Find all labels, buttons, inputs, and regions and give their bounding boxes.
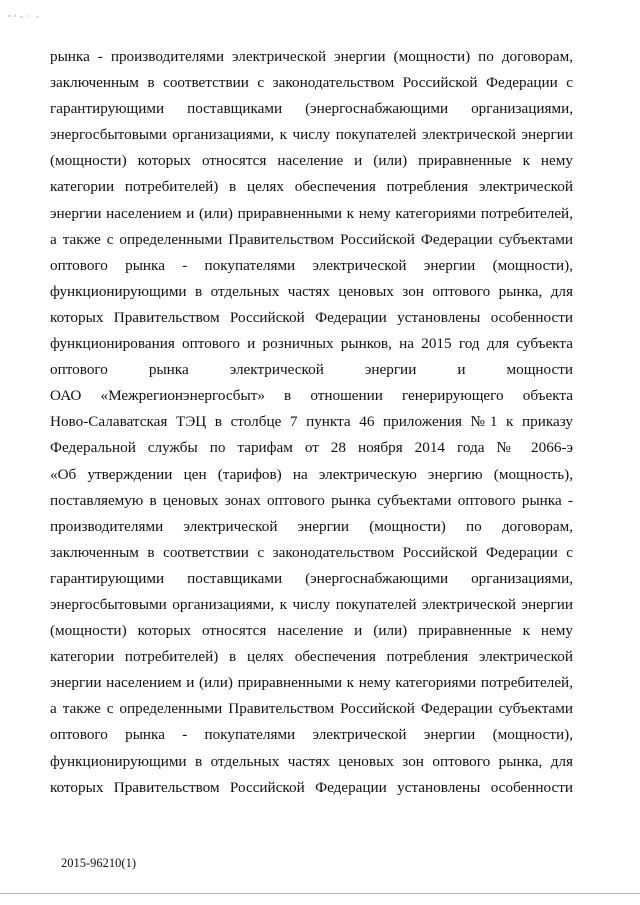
text-line: (мощности) которых относятся население и (или) приравненные к нему bbox=[50, 152, 573, 170]
text-line: заключенным в соответствии с законодательством Российской Федерации с bbox=[50, 543, 573, 561]
text-line: которых Правительством Российской Федерации установлены особенности bbox=[50, 778, 573, 796]
scan-artifact-mark bbox=[8, 12, 44, 20]
page-bottom-edge bbox=[0, 893, 640, 894]
text-line: которых Правительством Российской Федерации установлены особенности bbox=[50, 308, 573, 326]
text-line: Федеральной службы по тарифам от 28 ноября 2014 года № 2066-э bbox=[50, 439, 573, 457]
text-line: категории потребителей) в целях обеспечения потребления электрической bbox=[50, 648, 573, 666]
text-line: энергосбытовыми организациями, к числу покупателей электрической энергии bbox=[50, 126, 573, 144]
text-line: энергосбытовыми организациями, к числу покупателей электрической энергии bbox=[50, 595, 573, 613]
text-line: функционирующими в отдельных частях ценовых зон оптового рынка, для bbox=[50, 282, 573, 300]
text-line: оптового рынка - покупателями электрической энергии (мощности), bbox=[50, 726, 573, 744]
text-line: категории потребителей) в целях обеспечения потребления электрической bbox=[50, 178, 573, 196]
text-line: оптового рынка - покупателями электрической энергии (мощности), bbox=[50, 256, 573, 274]
text-line: рынка - производителями электрической энергии (мощности) по договорам, bbox=[50, 48, 573, 65]
text-line: а также с определенными Правительством Российской Федерации субъектами bbox=[50, 230, 573, 248]
text-line: заключенным в соответствии с законодательством Российской Федерации с bbox=[50, 74, 573, 92]
text-line: энергии населением и (или) приравненными к нему категориями потребителей, bbox=[50, 674, 573, 692]
text-line: гарантирующими поставщиками (энергоснабжающими организациями, bbox=[50, 569, 573, 587]
text-line: поставляемую в ценовых зонах оптового рынка субъектами оптового рынка - bbox=[50, 491, 573, 509]
text-line: функционирующими в отдельных частях ценовых зон оптового рынка, для bbox=[50, 752, 573, 770]
text-line: гарантирующими поставщиками (энергоснабжающими организациями, bbox=[50, 100, 573, 118]
text-line: производителями электрической энергии (мощности) по договорам, bbox=[50, 517, 573, 535]
text-line: ОАО «Межрегионэнергосбыт» в отношении генерирующего объекта bbox=[50, 387, 573, 405]
text-line: Ново-Салаватская ТЭЦ в столбце 7 пункта 46 приложения №1 к приказу bbox=[50, 413, 573, 431]
text-line: (мощности) которых относятся население и (или) приравненные к нему bbox=[50, 622, 573, 640]
text-line: функционирования оптового и розничных рынков, на 2015 год для субъекта bbox=[50, 335, 573, 353]
document-number: 2015-96210(1) bbox=[61, 856, 136, 870]
text-line: оптового рынка электрической энергии и мощности bbox=[50, 361, 573, 379]
text-line: «Об утверждении цен (тарифов) на электрическую энергию (мощность), bbox=[50, 465, 573, 483]
text-line: а также с определенными Правительством Российской Федерации субъектами bbox=[50, 700, 573, 718]
text-line: энергии населением и (или) приравненными к нему категориями потребителей, bbox=[50, 204, 573, 222]
document-body-text bbox=[50, 44, 573, 801]
